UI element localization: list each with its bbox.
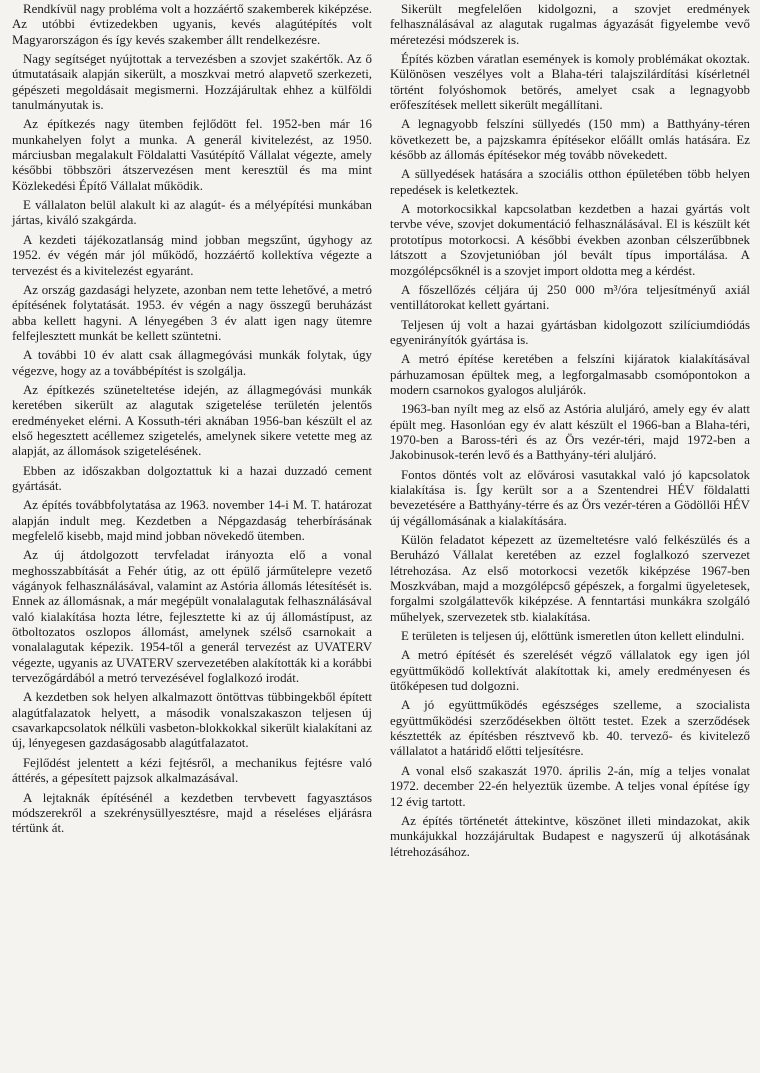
right-column [390, 2, 750, 1073]
paragraph: A jó együttműködés egészséges szelleme, a szocialista együttműködési szerződésekben öltött testet. Ezek a szerződések késztették az építésben résztvevő kb. 40. tervező- és kivitelező vállalatot a határidő előtti teljesítésre. [390, 698, 750, 759]
paragraph: Sikerült megfelelően kidolgozni, a szovjet eredmények felhasználásával az alagutak rugalmas ágyazását figyelembe vevő méretezési módszerek is. [390, 2, 750, 47]
paragraph: 1963-ban nyílt meg az első az Astória aluljáró, amely egy év alatt épült meg. Hasonlóan egy év alatt készült el 1966-ban a Blaha-téri, 1970-ben a Baross-téri és az Örs vezér-téri, majd 1972-ben a Jakobinusok-terén levő és a Batthyány-téri aluljáró. [390, 402, 750, 463]
paragraph: E vállalaton belül alakult ki az alagút- és a mélyépítési munkában jártas, kiváló szakgárda. [12, 198, 372, 228]
paragraph: Az ország gazdasági helyzete, azonban nem tette lehetővé, a metró építésének folytatását. 1953. év végén a nagy összegű beruházást abba kellett hagyni. A lényegében 3 év alatt igen nagy ütemre felfejlesztett munkát be kellett szüntetni. [12, 282, 372, 343]
paragraph: A további 10 év alatt csak állagmegóvási munkák folytak, úgy végezve, hogy az a továbbépítést is szolgálja. [12, 348, 372, 378]
paragraph: Az építkezés szüneteltetése idején, az állagmegóvási munkák keretében sikerült az alagutak szigetelése területén jelentős eredményeket elérni. A Kossuth-téri aknában 1956-ban készült el az első hegesztett acéllemez szigetelés, amelynek sikere vetette meg az alapját, az állomások szigetelésének. [12, 382, 372, 459]
paragraph: A süllyedések hatására a szociális otthon épületében több helyen repedések is keletkeztek. [390, 167, 750, 197]
paragraph: Fejlődést jelentett a kézi fejtésről, a mechanikus fejtésre való áttérés, a gépesített pajzsok alkalmazásával. [12, 755, 372, 786]
paragraph: A főszellőzés céljára új 250 000 m³/óra teljesítményű axiál ventillátorokat kellett gyártani. [390, 282, 750, 313]
paragraph: A kezdetben sok helyen alkalmazott öntöttvas tübbingekből épített alagútfalazatok helyett, a második vonalszakaszon teljesen új csavarkapcsolatok nélküli vasbeton-blokkokkal sikerült kialakítani az új, lényegesen gazdaságosabb alagútfalazatot. [12, 690, 372, 751]
paragraph: Építés közben váratlan események is komoly problémákat okoztak. Különösen veszélyes volt a Blaha-téri talajszilárdítási kísérletnél történt folyóshomok betörés, amelyet csak a legnagyobb erőfeszítések mellett sikerült megállítani. [390, 52, 750, 113]
paragraph: Fontos döntés volt az elővárosi vasutakkal való jó kapcsolatok kialakítása is. Így került sor a a Szentendrei HÉV földalatti bevezetésére a Batthyány-térre és az Örs vezér-téren a Gödöllői HÉV új végállomásának a kialakítására. [390, 467, 750, 528]
paragraph: Az építés történetét áttekintve, köszönet illeti mindazokat, akik munkájukkal hozzájárultak Budapest e nagyszerű új alkotásának létrehozásához. [390, 813, 750, 859]
paragraph: A legnagyobb felszíni süllyedés (150 mm) a Batthyány-téren következett be, a pajzskamra építésekor előállt omlás hatására. Ez később az állomás építésekor még tovább növekedett. [390, 117, 750, 163]
paragraph: A metró építése keretében a felszíni kijáratok kialakításával párhuzamosan épültek meg, a legforgalmasabb csomópontokon a modern csarnokos gyalogos aluljárók. [390, 352, 750, 397]
paragraph: Rendkívül nagy probléma volt a hozzáértő szakemberek kiképzése. Az utóbbi évtizedekben ugyanis, kevés alagútépítés volt Magyarországon és így kevés szakember állt rendelkezésre. [12, 2, 372, 47]
paragraph: A vonal első szakaszát 1970. április 2-án, míg a teljes vonalat 1972. december 22-én helyeztük üzembe. A teljes vonal építése így 12 évig tartott. [390, 763, 750, 809]
paragraph: Nagy segítséget nyújtottak a tervezésben a szovjet szakértők. Az ő útmutatásaik alapján sikerült, a moszkvai metró alapvető szerkezeti, gépészeti megoldásait megismerni. Hozzájárultak ehhez a külföldi tanulmányutak is. [12, 52, 372, 113]
paragraph: Ebben az időszakban dolgoztattuk ki a hazai duzzadó cement gyártását. [12, 463, 372, 493]
paragraph: A motorkocsikkal kapcsolatban kezdetben a hazai gyártás volt tervbe véve, szovjet dokumentáció felhasználásával. El is készült két prototípus motorkocsi. A későbbi években azonban célszerűbbnek látszott a Szovjetunióban jól bevált típus importálása. A mozgólépcsőknél is a szovjet import oldotta meg a kérdést. [390, 202, 750, 278]
paragraph: A metró építését és szerelését végző vállalatok egy igen jól együttműködő kollektívát alakítottak ki, amely eredményesen és ütőképesen tud dolgozni. [390, 648, 750, 694]
paragraph: Az építés továbbfolytatása az 1963. november 14-i M. T. határozat alapján indult meg. Kezdetben a Népgazdaság teherbírásának megfelelő kisebb, majd mind jobban növekedő ütemben. [12, 498, 372, 543]
left-column [12, 2, 372, 1073]
paragraph: Teljesen új volt a hazai gyártásban kidolgozott szilíciumdiódás egyenirányítók gyártása is. [390, 317, 750, 347]
paragraph: A lejtaknák építésénél a kezdetben tervbevett fagyasztásos módszerekről a szekrénysüllyesztésre, majd a réseléses eljárásra tértünk át. [12, 790, 372, 836]
paragraph: Külön feladatot képezett az üzemeltetésre való felkészülés és a Beruházó Vállalat keretében az ezzel foglalkozó szervezet létrehozása. Az első motorkocsi vezetők kiképzése 1967-ben Moszkvában, majd a mozgólépcső gépészek, a forgalmi ügyeletesek, forgalmi szolgálattevők kiképzése. A fenntartási munkákra szolgáló műhelyek, szervezetek stb. kialakítása. [390, 533, 750, 624]
paragraph: Az építkezés nagy ütemben fejlődött fel. 1952-ben már 16 munkahelyen folyt a munka. A generál kivitelezést, az 1950. márciusban megalakult Földalatti Vasútépítő Vállalat végezte, amely későbbi többszöri átszervezésen ment keresztül és ma mint Közlekedési Építő Vállalat működik. [12, 117, 372, 193]
paragraph: A kezdeti tájékozatlanság mind jobban megszűnt, úgyhogy az 1952. év végén már jól működő, hozzáértő kollektíva végezte a tervezést és a kivitelezést egyaránt. [12, 232, 372, 278]
paragraph: E területen is teljesen új, előttünk ismeretlen úton kellett elindulni. [401, 629, 745, 644]
paragraph: Az új átdolgozott tervfeladat irányozta elő a vonal meghosszabbítását a Fehér útig, az ott épülő járműtelepre vezető vágányok felhasználásával, valamint az Astória állomás létesítését is. Ennek az állomásnak, a már megépült vonalalagutak felhasználásával való kialakítása hozta létre, fejlesztette ki az új állomástípust, az ötboltozatos oszlopos állomást, amelynek szélső csarnokait a vonalalagutak képezik. 1954-től a generál tervezést az UVATERV végezte, ugyanis az UVATERV szervezetében alakították ki a korábbi tervezőgárdából a metró tervezésével foglalkozó irodát. [12, 548, 372, 686]
